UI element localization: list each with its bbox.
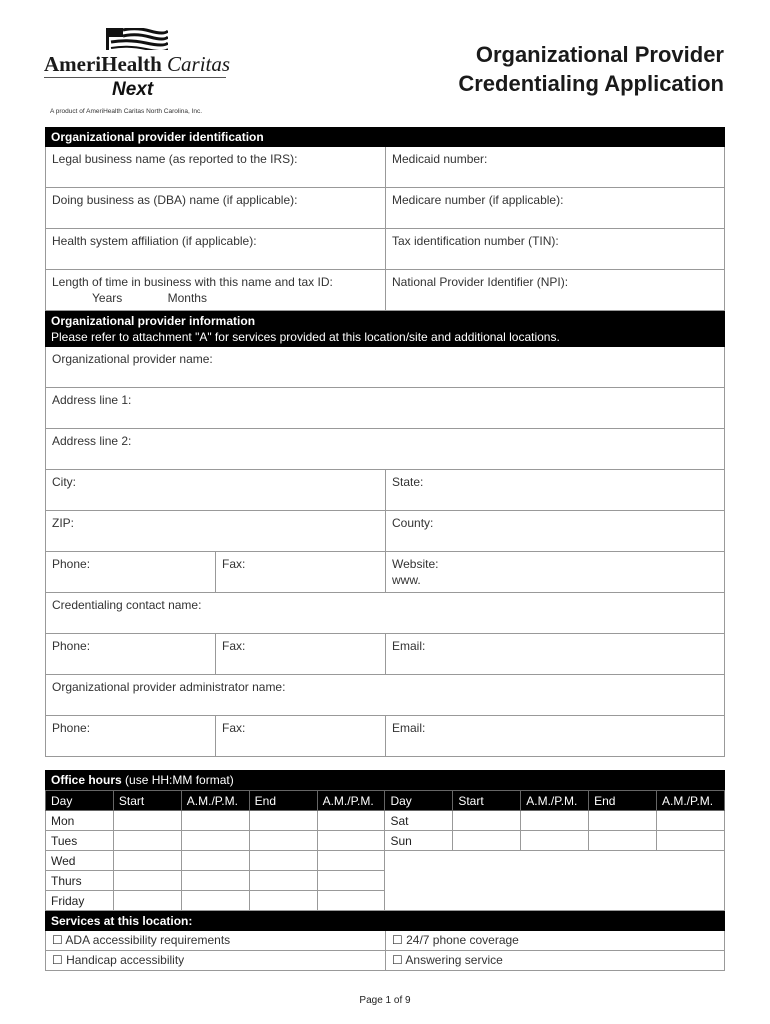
start-cell[interactable] bbox=[113, 851, 181, 871]
info-row-phone bbox=[45, 552, 725, 593]
administrator-name-field[interactable]: Organizational provider administrator name: bbox=[52, 680, 286, 694]
zip-field[interactable]: ZIP: bbox=[46, 511, 386, 551]
day-label: Mon bbox=[46, 811, 114, 831]
id-row-1 bbox=[45, 147, 725, 188]
col-start: Start bbox=[453, 791, 521, 811]
dba-name-field[interactable]: Doing business as (DBA) name (if applicable): bbox=[46, 188, 386, 228]
contact-fax-field[interactable]: Fax: bbox=[216, 634, 386, 674]
col-ampm: A.M./P.M. bbox=[317, 791, 385, 811]
col-ampm: A.M./P.M. bbox=[521, 791, 589, 811]
ampm-cell[interactable] bbox=[317, 831, 385, 851]
website-label: Website: bbox=[392, 557, 439, 571]
tin-field[interactable]: Tax identification number (TIN): bbox=[392, 234, 559, 248]
end-cell[interactable] bbox=[589, 811, 657, 831]
address-line-1-field[interactable]: Address line 1: bbox=[52, 393, 132, 407]
state-field[interactable]: State: bbox=[392, 475, 424, 489]
col-end: End bbox=[589, 791, 657, 811]
start-cell[interactable] bbox=[453, 831, 521, 851]
information-heading-title: Organizational provider information bbox=[51, 314, 256, 328]
page-title bbox=[458, 40, 724, 98]
page-number: Page 1 of 9 bbox=[359, 995, 411, 1006]
info-row-name bbox=[45, 347, 725, 388]
city-field[interactable]: City: bbox=[46, 470, 386, 510]
office-hours-section bbox=[45, 770, 725, 971]
info-row-admin bbox=[45, 675, 725, 716]
ampm-cell[interactable] bbox=[521, 831, 589, 851]
info-row-address2 bbox=[45, 429, 725, 470]
admin-fax-field[interactable]: Fax: bbox=[216, 716, 386, 756]
npi-field[interactable]: National Provider Identifier (NPI): bbox=[392, 275, 569, 289]
start-cell[interactable] bbox=[113, 871, 181, 891]
start-cell[interactable] bbox=[453, 811, 521, 831]
website-prefix: www. bbox=[392, 573, 421, 587]
info-row-contact-phone bbox=[45, 634, 725, 675]
contact-email-field[interactable]: Email: bbox=[392, 639, 426, 653]
ampm-cell[interactable] bbox=[181, 891, 249, 911]
hours-row bbox=[46, 831, 725, 851]
start-cell[interactable] bbox=[113, 811, 181, 831]
admin-email-field[interactable]: Email: bbox=[392, 721, 426, 735]
medicare-number-field[interactable]: Medicare number (if applicable): bbox=[392, 193, 564, 207]
services-row bbox=[45, 951, 725, 971]
fax-field[interactable]: Fax: bbox=[216, 552, 386, 592]
day-label: Thurs bbox=[46, 871, 114, 891]
address-line-2-field[interactable]: Address line 2: bbox=[52, 434, 132, 448]
credentialing-contact-field[interactable]: Credentialing contact name: bbox=[52, 598, 202, 612]
title-line-2: Credentialing Application bbox=[458, 71, 724, 96]
admin-phone-field[interactable]: Phone: bbox=[46, 716, 216, 756]
ampm-cell[interactable] bbox=[181, 871, 249, 891]
services-row bbox=[45, 931, 725, 951]
start-cell[interactable] bbox=[113, 891, 181, 911]
product-line: A product of AmeriHealth Caritas North Carolina, Inc. bbox=[50, 108, 203, 115]
services-heading: Services at this location: bbox=[45, 911, 725, 931]
info-row-city bbox=[45, 470, 725, 511]
handicap-checkbox[interactable]: ☐ Handicap accessibility bbox=[46, 951, 386, 970]
identification-heading: Organizational provider identification bbox=[45, 127, 725, 147]
office-hours-note: (use HH:MM format) bbox=[125, 773, 234, 787]
ampm-cell[interactable] bbox=[317, 891, 385, 911]
ampm-cell[interactable] bbox=[181, 851, 249, 871]
id-row-3 bbox=[45, 229, 725, 270]
website-field[interactable] bbox=[386, 552, 724, 592]
contact-phone-field[interactable]: Phone: bbox=[46, 634, 216, 674]
identification-section bbox=[45, 127, 725, 757]
hours-blank-area bbox=[385, 851, 725, 911]
provider-name-field[interactable]: Organizational provider name: bbox=[52, 352, 213, 366]
time-in-business-label: Length of time in business with this name and tax ID: bbox=[52, 275, 333, 289]
day-label: Friday bbox=[46, 891, 114, 911]
brand-bold: AmeriHealth bbox=[44, 52, 162, 76]
end-cell[interactable] bbox=[249, 851, 317, 871]
brand-divider bbox=[44, 77, 226, 78]
brand-name bbox=[44, 52, 230, 77]
ampm-cell[interactable] bbox=[317, 851, 385, 871]
ampm-cell[interactable] bbox=[521, 811, 589, 831]
office-hours-table bbox=[45, 790, 725, 911]
hours-header-row bbox=[46, 791, 725, 811]
medicaid-number-field[interactable]: Medicaid number: bbox=[392, 152, 488, 166]
phone-field[interactable]: Phone: bbox=[46, 552, 216, 592]
information-heading-note: Please refer to attachment "A" for services provided at this location/site and additional locations. bbox=[51, 330, 560, 344]
ada-checkbox[interactable]: ☐ ADA accessibility requirements bbox=[46, 931, 386, 950]
ampm-cell[interactable] bbox=[657, 831, 725, 851]
col-ampm: A.M./P.M. bbox=[657, 791, 725, 811]
col-ampm: A.M./P.M. bbox=[181, 791, 249, 811]
col-end: End bbox=[249, 791, 317, 811]
years-label: Years bbox=[92, 291, 123, 305]
ampm-cell[interactable] bbox=[181, 831, 249, 851]
start-cell[interactable] bbox=[113, 831, 181, 851]
info-row-contact bbox=[45, 593, 725, 634]
end-cell[interactable] bbox=[589, 831, 657, 851]
years-months-labels bbox=[52, 290, 379, 306]
office-hours-title: Office hours bbox=[51, 773, 122, 787]
end-cell[interactable] bbox=[249, 871, 317, 891]
flag-logo-icon bbox=[106, 28, 168, 50]
ampm-cell[interactable] bbox=[657, 811, 725, 831]
end-cell[interactable] bbox=[249, 811, 317, 831]
info-row-admin-phone bbox=[45, 716, 725, 757]
brand-italic: Caritas bbox=[167, 52, 231, 76]
information-heading bbox=[45, 311, 725, 347]
time-in-business-field[interactable] bbox=[46, 270, 386, 310]
id-row-4 bbox=[45, 270, 725, 311]
col-start: Start bbox=[113, 791, 181, 811]
phone-coverage-checkbox[interactable]: ☐ 24/7 phone coverage bbox=[392, 933, 519, 947]
hours-row bbox=[46, 851, 725, 871]
info-row-address1 bbox=[45, 388, 725, 429]
ampm-cell[interactable] bbox=[317, 871, 385, 891]
col-day: Day bbox=[385, 791, 453, 811]
office-hours-heading bbox=[45, 770, 725, 790]
end-cell[interactable] bbox=[249, 831, 317, 851]
answering-service-checkbox[interactable]: ☐ Answering service bbox=[392, 953, 503, 967]
col-day: Day bbox=[46, 791, 114, 811]
end-cell[interactable] bbox=[249, 891, 317, 911]
day-label: Tues bbox=[46, 831, 114, 851]
ampm-cell[interactable] bbox=[317, 811, 385, 831]
months-label: Months bbox=[167, 291, 207, 305]
legal-business-name-field[interactable]: Legal business name (as reported to the IRS): bbox=[46, 147, 386, 187]
day-label: Sun bbox=[385, 831, 453, 851]
county-field[interactable]: County: bbox=[392, 516, 434, 530]
info-row-zip bbox=[45, 511, 725, 552]
day-label: Sat bbox=[385, 811, 453, 831]
hours-row bbox=[46, 811, 725, 831]
day-label: Wed bbox=[46, 851, 114, 871]
id-row-2 bbox=[45, 188, 725, 229]
title-line-1: Organizational Provider bbox=[475, 42, 724, 67]
ampm-cell[interactable] bbox=[181, 811, 249, 831]
brand-sub: Next bbox=[112, 79, 154, 100]
health-system-field[interactable]: Health system affiliation (if applicable): bbox=[46, 229, 386, 269]
amerihealth-logo bbox=[44, 28, 234, 108]
page-header bbox=[0, 0, 770, 125]
